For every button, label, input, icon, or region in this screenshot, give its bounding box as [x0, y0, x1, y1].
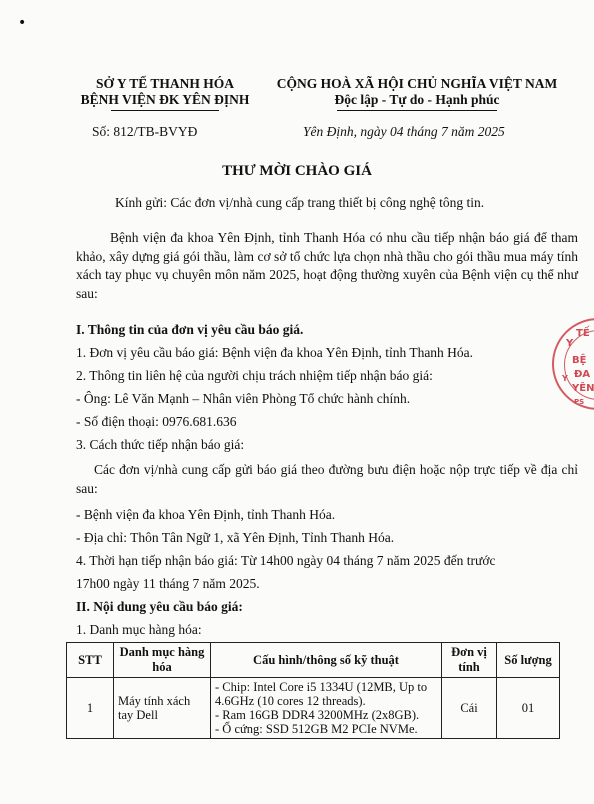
section1-item2: 2. Thông tin liên hệ của người chịu trách nhiệm tiếp nhận báo giá:: [76, 368, 433, 383]
contact-phone: - Số điện thoại: 0976.681.636: [76, 414, 237, 429]
table-row: [67, 678, 560, 739]
section2-heading: II. Nội dung yêu cầu báo giá:: [76, 599, 243, 614]
seal-text: Y: [566, 338, 574, 349]
address-detail: - Địa chỉ: Thôn Tân Ngữ 1, xã Yên Định, Tỉnh Thanh Hóa.: [76, 530, 395, 545]
seal-text: BỆ: [572, 355, 587, 366]
col-qty: Số lượng: [497, 643, 560, 678]
document-title: THƯ MỜI CHÀO GIÁ: [222, 163, 372, 179]
spec-line: - Chip: Intel Core i5 1334U (12MB, Up to 4.6GHz (10 cores 12 threads).: [215, 680, 428, 708]
cell-spec: [211, 678, 442, 739]
issuing-organization: [60, 76, 270, 111]
corner-mark: •: [18, 15, 27, 31]
table-header-row: [67, 643, 560, 678]
section1-heading: I. Thông tin của đơn vị yêu cầu báo giá.: [76, 322, 304, 337]
section1-item1: 1. Đơn vị yêu cầu báo giá: Bệnh viện đa khoa Yên Định, tỉnh Thanh Hóa.: [76, 345, 474, 360]
section1-item4-line2: 17h00 ngày 11 tháng 7 năm 2025.: [76, 576, 260, 591]
col-stt: STT: [67, 643, 114, 678]
seal-text: Y: [562, 374, 568, 383]
address-name: - Bệnh viện đa khoa Yên Định, tỉnh Thanh Hóa.: [76, 507, 336, 522]
item3-text: Các đơn vị/nhà cung cấp gửi báo giá theo đường bưu điện hoặc nộp trực tiếp về địa chỉ sau:: [76, 462, 578, 496]
cell-qty: 01: [497, 678, 560, 739]
seal-text: ĐA: [574, 369, 591, 380]
col-unit: Đơn vị tính: [442, 643, 497, 678]
goods-table: [66, 642, 560, 739]
contact-name: - Ông: Lê Văn Mạnh – Nhân viên Phòng Tổ chức hành chính.: [76, 391, 411, 406]
seal-text: TẾ: [576, 328, 590, 339]
intro-paragraph: [76, 229, 578, 303]
org-underline: [111, 110, 219, 111]
greeting: Kính gửi: Các đơn vị/nhà cung cấp trang thiết bị công nghệ tông tin.: [115, 195, 485, 210]
place-date: Yên Định, ngày 04 tháng 7 năm 2025: [303, 124, 505, 139]
official-seal: [552, 318, 594, 410]
national-header: [262, 76, 572, 111]
section1-item4-line1: 4. Thời hạn tiếp nhận báo giá: Từ 14h00 ngày 04 tháng 7 năm 2025 đến trước: [76, 553, 496, 568]
item3-paragraph: [76, 460, 578, 498]
col-spec: Cấu hình/thông số kỹ thuật: [211, 643, 442, 678]
col-goods: Danh mục hàng hóa: [114, 643, 211, 678]
motto-underline: [337, 110, 497, 111]
section1-item3: 3. Cách thức tiếp nhận báo giá:: [76, 437, 245, 452]
nation-name: CỘNG HOÀ XÃ HỘI CHỦ NGHĨA VIỆT NAM: [276, 76, 558, 91]
nation-motto: Độc lập - Tự do - Hạnh phúc: [334, 92, 500, 107]
spec-line: - Ram 16GB DDR4 3200MHz (2x8GB).: [215, 708, 420, 722]
seal-text: PS: [574, 398, 585, 406]
seal-text: YÊN: [572, 383, 594, 394]
section2-item1: 1. Danh mục hàng hóa:: [76, 622, 202, 637]
cell-unit: Cái: [442, 678, 497, 739]
org-hospital: BỆNH VIỆN ĐK YÊN ĐỊNH: [80, 92, 250, 107]
spec-line: - Ổ cứng: SSD 512GB M2 PCIe NVMe.: [215, 722, 418, 736]
cell-stt: 1: [67, 678, 114, 739]
document-number: Số: 812/TB-BVYĐ: [92, 124, 198, 139]
org-department: SỞ Y TẾ THANH HÓA: [95, 76, 235, 91]
intro-text: Bệnh viện đa khoa Yên Định, tỉnh Thanh Hóa có nhu cầu tiếp nhận báo giá để tham khảo, xây dựng giá gói thầu, làm cơ sở tổ chức lựa chọn nhà thầu cho gói thầu mua máy tính xách tay phục vụ chuyên môn năm 2025, hoạt động thường xuyên của Bệnh viện cụ thể như sau:: [76, 230, 578, 301]
cell-goods: Máy tính xách tay Dell: [114, 678, 211, 739]
